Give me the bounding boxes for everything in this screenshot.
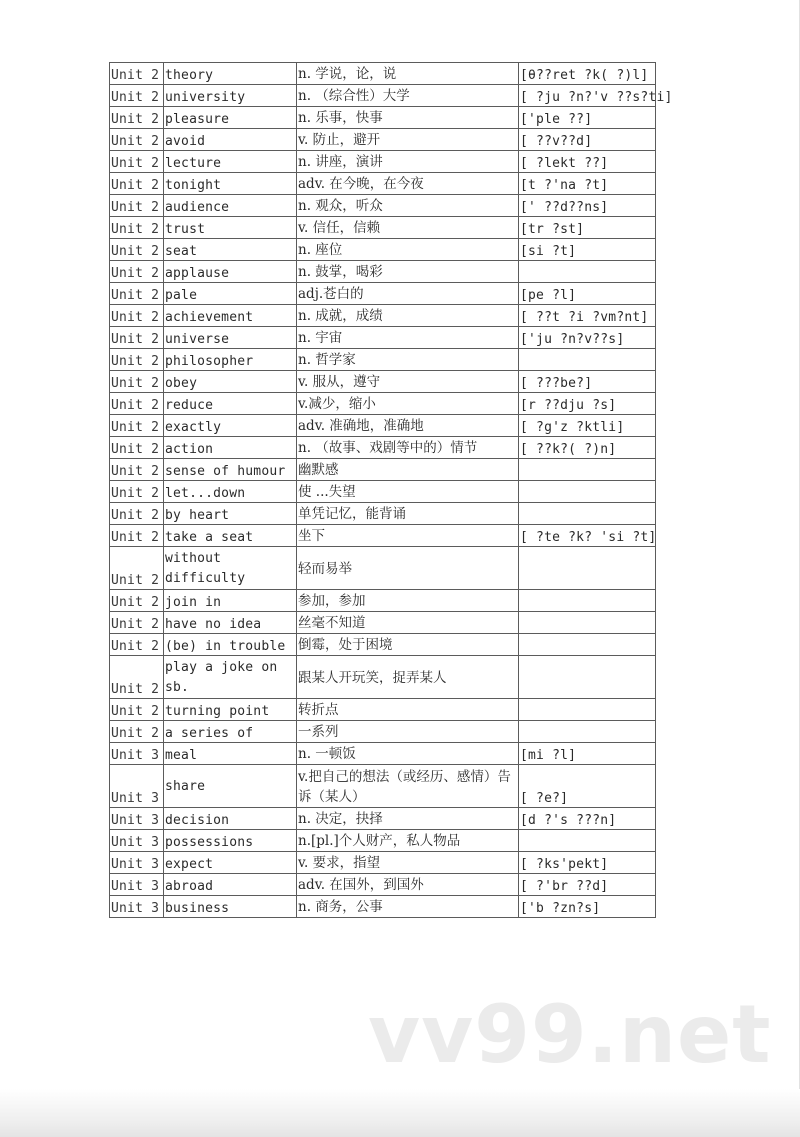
phonetic-cell: [t ?'na ?t]: [519, 173, 656, 195]
phonetic-cell: [519, 830, 656, 852]
unit-cell: Unit 2: [110, 129, 164, 151]
phonetic-cell: [519, 656, 656, 699]
phonetic-cell: [ ?ks'pekt]: [519, 852, 656, 874]
table-row: [110, 239, 656, 261]
unit-cell: Unit 2: [110, 415, 164, 437]
unit-cell: Unit 2: [110, 634, 164, 656]
word-cell: possessions: [164, 830, 297, 852]
phonetic-cell: [519, 349, 656, 371]
unit-cell: Unit 3: [110, 808, 164, 830]
meaning-cell: n. 学说，论，说: [297, 63, 519, 85]
phonetic-cell: [ ??t ?i ?vm?nt]: [519, 305, 656, 327]
table-row: [110, 63, 656, 85]
unit-cell: Unit 2: [110, 437, 164, 459]
unit-cell: Unit 2: [110, 217, 164, 239]
word-cell: join in: [164, 590, 297, 612]
word-cell: obey: [164, 371, 297, 393]
phonetic-cell: [si ?t]: [519, 239, 656, 261]
unit-cell: Unit 2: [110, 371, 164, 393]
meaning-cell: n. 乐事，快事: [297, 107, 519, 129]
word-cell: a series of: [164, 721, 297, 743]
table-row: [110, 808, 656, 830]
word-cell: by heart: [164, 503, 297, 525]
table-row: [110, 415, 656, 437]
table-row: [110, 547, 656, 590]
table-row: [110, 261, 656, 283]
phonetic-cell: ['b ?zn?s]: [519, 896, 656, 918]
unit-cell: Unit 3: [110, 765, 164, 808]
phonetic-cell: [519, 612, 656, 634]
table-row: [110, 721, 656, 743]
phonetic-cell: [519, 634, 656, 656]
word-cell: decision: [164, 808, 297, 830]
phonetic-cell: [' ??d??ns]: [519, 195, 656, 217]
table-row: [110, 173, 656, 195]
word-cell: applause: [164, 261, 297, 283]
table-row: [110, 327, 656, 349]
unit-cell: Unit 2: [110, 699, 164, 721]
word-cell: tonight: [164, 173, 297, 195]
table-row: [110, 393, 656, 415]
meaning-cell: n. 一顿饭: [297, 743, 519, 765]
table-row: [110, 634, 656, 656]
watermark: vv99.net: [368, 988, 772, 1081]
table-row: [110, 349, 656, 371]
phonetic-cell: [ ?g'z ?ktli]: [519, 415, 656, 437]
meaning-cell: n. 成就，成绩: [297, 305, 519, 327]
unit-cell: Unit 2: [110, 547, 164, 590]
word-cell: meal: [164, 743, 297, 765]
phonetic-cell: [519, 261, 656, 283]
table-row: [110, 503, 656, 525]
word-cell: exactly: [164, 415, 297, 437]
unit-cell: Unit 3: [110, 743, 164, 765]
unit-cell: Unit 2: [110, 151, 164, 173]
table-row: [110, 371, 656, 393]
phonetic-cell: [519, 721, 656, 743]
word-cell: avoid: [164, 129, 297, 151]
word-cell: abroad: [164, 874, 297, 896]
phonetic-cell: [519, 547, 656, 590]
meaning-cell: n. （综合性）大学: [297, 85, 519, 107]
word-cell: let...down: [164, 481, 297, 503]
unit-cell: Unit 2: [110, 481, 164, 503]
meaning-cell: n. （故事、戏剧等中的）情节: [297, 437, 519, 459]
meaning-cell: 一系列: [297, 721, 519, 743]
unit-cell: Unit 3: [110, 852, 164, 874]
phonetic-cell: [519, 503, 656, 525]
unit-cell: Unit 3: [110, 830, 164, 852]
meaning-cell: n. 商务，公事: [297, 896, 519, 918]
meaning-cell: adv. 准确地，准确地: [297, 415, 519, 437]
phonetic-cell: [ ??v??d]: [519, 129, 656, 151]
word-cell: take a seat: [164, 525, 297, 547]
table-row: [110, 129, 656, 151]
word-cell: universe: [164, 327, 297, 349]
table-row: [110, 743, 656, 765]
phonetic-cell: [ ?e?]: [519, 765, 656, 808]
word-cell: sense of humour: [164, 459, 297, 481]
meaning-cell: adj.苍白的: [297, 283, 519, 305]
unit-cell: Unit 2: [110, 349, 164, 371]
table-row: [110, 151, 656, 173]
word-cell: pleasure: [164, 107, 297, 129]
meaning-cell: adv. 在今晚，在今夜: [297, 173, 519, 195]
table-row: [110, 852, 656, 874]
unit-cell: Unit 3: [110, 874, 164, 896]
meaning-cell: n. 座位: [297, 239, 519, 261]
table-row: [110, 525, 656, 547]
table-row: [110, 437, 656, 459]
phonetic-cell: [ ?'br ??d]: [519, 874, 656, 896]
vocabulary-table: [109, 62, 673, 918]
meaning-cell: n. 哲学家: [297, 349, 519, 371]
word-cell: pale: [164, 283, 297, 305]
meaning-cell: n. 讲座，演讲: [297, 151, 519, 173]
unit-cell: Unit 2: [110, 283, 164, 305]
meaning-cell: 倒霉，处于困境: [297, 634, 519, 656]
table-row: [110, 656, 656, 699]
viewer-bottom-bar: [0, 1089, 800, 1137]
meaning-cell: n.[pl.]个人财产，私人物品: [297, 830, 519, 852]
phonetic-cell: [519, 459, 656, 481]
meaning-cell: v. 信任，信赖: [297, 217, 519, 239]
word-cell: share: [164, 765, 297, 808]
table-row: [110, 765, 656, 808]
word-cell: have no idea: [164, 612, 297, 634]
phonetic-cell: [tr ?st]: [519, 217, 656, 239]
table-row: [110, 217, 656, 239]
table-row: [110, 459, 656, 481]
unit-cell: Unit 2: [110, 195, 164, 217]
meaning-cell: n. 观众，听众: [297, 195, 519, 217]
vocabulary-table-body: [110, 63, 673, 918]
meaning-cell: 转折点: [297, 699, 519, 721]
phonetic-cell: [519, 590, 656, 612]
table-row: [110, 590, 656, 612]
phonetic-cell: [d ?'s ???n]: [519, 808, 656, 830]
word-cell: philosopher: [164, 349, 297, 371]
word-cell: business: [164, 896, 297, 918]
phonetic-cell: [ ?te ?k? 'si ?t]: [519, 525, 656, 547]
table-row: [110, 699, 656, 721]
word-cell: action: [164, 437, 297, 459]
meaning-cell: adv. 在国外，到国外: [297, 874, 519, 896]
phonetic-cell: [519, 699, 656, 721]
table-row: [110, 896, 656, 918]
meaning-cell: 参加，参加: [297, 590, 519, 612]
phonetic-cell: [mi ?l]: [519, 743, 656, 765]
unit-cell: Unit 2: [110, 261, 164, 283]
unit-cell: Unit 3: [110, 896, 164, 918]
unit-cell: Unit 2: [110, 393, 164, 415]
table-row: [110, 830, 656, 852]
phonetic-cell: [ ?ju ?n?'v ??s?ti]: [519, 85, 656, 107]
unit-cell: Unit 2: [110, 239, 164, 261]
unit-cell: Unit 2: [110, 656, 164, 699]
meaning-cell: 轻而易举: [297, 547, 519, 590]
meaning-cell: 丝毫不知道: [297, 612, 519, 634]
table-row: [110, 874, 656, 896]
table-row: [110, 283, 656, 305]
word-cell: reduce: [164, 393, 297, 415]
meaning-cell: n. 宇宙: [297, 327, 519, 349]
meaning-cell: 单凭记忆，能背诵: [297, 503, 519, 525]
unit-cell: Unit 2: [110, 525, 164, 547]
table-row: [110, 85, 656, 107]
phonetic-cell: [ ??k?( ?)n]: [519, 437, 656, 459]
table-row: [110, 195, 656, 217]
unit-cell: Unit 2: [110, 107, 164, 129]
meaning-cell: v. 服从，遵守: [297, 371, 519, 393]
word-cell: audience: [164, 195, 297, 217]
phonetic-cell: [r ??dju ?s]: [519, 393, 656, 415]
phonetic-cell: [pe ?l]: [519, 283, 656, 305]
word-cell: expect: [164, 852, 297, 874]
table-row: [110, 481, 656, 503]
word-cell: play a joke on sb.: [164, 656, 297, 699]
phonetic-cell: [519, 481, 656, 503]
unit-cell: Unit 2: [110, 63, 164, 85]
unit-cell: Unit 2: [110, 85, 164, 107]
word-cell: seat: [164, 239, 297, 261]
unit-cell: Unit 2: [110, 590, 164, 612]
unit-cell: Unit 2: [110, 305, 164, 327]
phonetic-cell: [ ???be?]: [519, 371, 656, 393]
word-cell: trust: [164, 217, 297, 239]
unit-cell: Unit 2: [110, 721, 164, 743]
word-cell: (be) in trouble: [164, 634, 297, 656]
unit-cell: Unit 2: [110, 327, 164, 349]
table-row: [110, 305, 656, 327]
meaning-cell: v.把自己的想法（或经历、感情）告诉（某人）: [297, 765, 519, 808]
table-row: [110, 612, 656, 634]
word-cell: without difficulty: [164, 547, 297, 590]
table-row: [110, 107, 656, 129]
unit-cell: Unit 2: [110, 503, 164, 525]
word-cell: achievement: [164, 305, 297, 327]
meaning-cell: v. 要求，指望: [297, 852, 519, 874]
phonetic-cell: ['ple ??]: [519, 107, 656, 129]
word-cell: university: [164, 85, 297, 107]
meaning-cell: 跟某人开玩笑，捉弄某人: [297, 656, 519, 699]
meaning-cell: 使 ...失望: [297, 481, 519, 503]
word-cell: turning point: [164, 699, 297, 721]
meaning-cell: v. 防止，避开: [297, 129, 519, 151]
meaning-cell: v.减少，缩小: [297, 393, 519, 415]
unit-cell: Unit 2: [110, 612, 164, 634]
phonetic-cell: [ ?lekt ??]: [519, 151, 656, 173]
meaning-cell: 幽默感: [297, 459, 519, 481]
phonetic-cell: [θ??ret ?k( ?)l]: [519, 63, 656, 85]
meaning-cell: 坐下: [297, 525, 519, 547]
meaning-cell: n. 决定，抉择: [297, 808, 519, 830]
word-cell: lecture: [164, 151, 297, 173]
word-cell: theory: [164, 63, 297, 85]
unit-cell: Unit 2: [110, 173, 164, 195]
unit-cell: Unit 2: [110, 459, 164, 481]
phonetic-cell: ['ju ?n?v??s]: [519, 327, 656, 349]
meaning-cell: n. 鼓掌，喝彩: [297, 261, 519, 283]
